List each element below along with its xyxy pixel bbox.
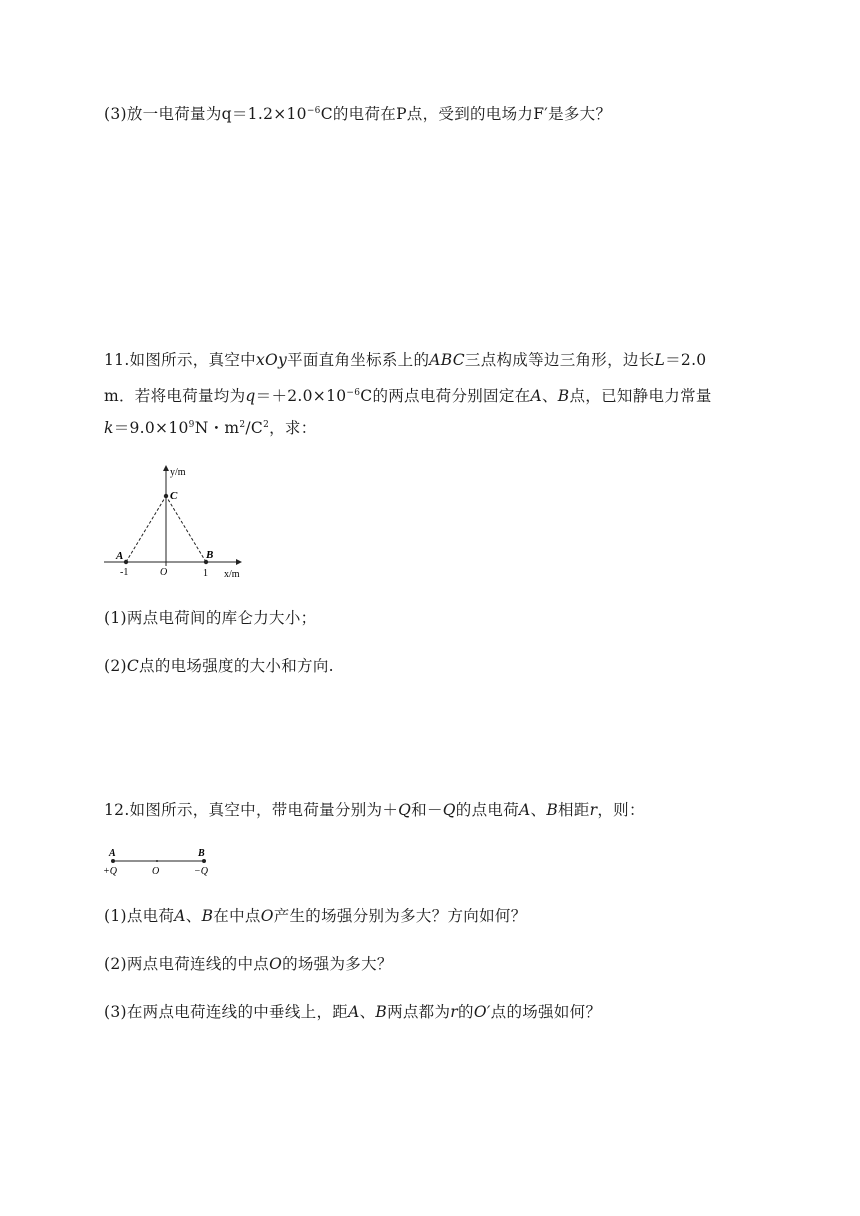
var-b: B [557, 387, 570, 405]
var-b: B [546, 801, 559, 819]
text: 的场强为多大？ [282, 955, 393, 973]
var-abc: ABC [429, 351, 465, 369]
exponent: 9 [188, 420, 195, 430]
x-axis-arrow [236, 559, 242, 565]
tick-1: 1 [203, 568, 208, 579]
label-a: A [109, 848, 116, 859]
side-ac [126, 496, 166, 562]
point-a [111, 859, 115, 863]
text: 三点构成等边三角形，边长 [464, 351, 655, 369]
side-bc [166, 496, 206, 562]
text: 点的电场强度的大小和方向. [139, 657, 334, 675]
q12-part1 [104, 906, 800, 926]
q11-figure [100, 462, 260, 586]
y-axis-label: y/m [170, 467, 186, 478]
var-a: A [519, 801, 531, 819]
text: 相距 [558, 801, 590, 819]
text: 、 [541, 387, 558, 405]
text: 12.如图所示，真空中，带电荷量分别为＋ [104, 801, 399, 819]
exponent: −6 [306, 106, 321, 116]
charge-minus-label: −Q [194, 866, 208, 877]
label-b: B [198, 848, 205, 859]
var-b: B [201, 907, 214, 925]
x-axis-label: x/m [224, 569, 240, 580]
text: C的电荷在P点，受到的电场力F′是多大？ [320, 105, 612, 123]
text: C的两点电荷分别固定在 [360, 387, 531, 405]
text: 点的场强如何？ [490, 1003, 602, 1021]
q12-part2 [104, 954, 800, 974]
var-q: q [245, 387, 256, 405]
var-b: B [375, 1003, 388, 1021]
text: (2)两点电荷连线的中点 [104, 955, 270, 973]
text: /C [245, 419, 264, 437]
text: N・m [194, 419, 240, 437]
var-q: Q [398, 801, 412, 819]
var-r: r [589, 801, 598, 819]
var-xoy: xOy [255, 351, 288, 369]
point-b [202, 859, 206, 863]
q10-part3 [104, 104, 800, 124]
q11-line3 [104, 418, 800, 438]
q11-part2 [104, 656, 800, 676]
exponent: 2 [263, 420, 270, 430]
midpoint-o [156, 860, 158, 862]
y-axis-arrow [163, 465, 169, 471]
var-a: A [174, 907, 186, 925]
point-c [164, 494, 168, 498]
text: m．若将电荷量均为 [104, 387, 246, 405]
q12-intro [104, 800, 800, 820]
exponent: 2 [239, 420, 246, 430]
text: 的 [458, 1003, 474, 1021]
exponent: −6 [346, 388, 361, 398]
text: 、 [530, 801, 547, 819]
charge-plus-label: +Q [103, 866, 117, 877]
text: 、 [359, 1003, 376, 1021]
q12-figure [100, 845, 220, 885]
text: 平面直角坐标系上的 [287, 351, 430, 369]
text: 两点都为 [387, 1003, 451, 1021]
triangle-diagram [100, 462, 260, 582]
text: 产生的场强分别为多大？方向如何？ [273, 907, 527, 925]
text: (2) [104, 657, 127, 675]
var-o: O [269, 955, 283, 973]
text: 在中点 [213, 907, 261, 925]
var-q: Q [442, 801, 456, 819]
text: 的点电荷 [455, 801, 519, 819]
point-a [124, 560, 128, 564]
text: 点，已知静电力常量 [569, 387, 712, 405]
text: 11.如图所示，真空中 [104, 351, 256, 369]
label-c: C [170, 490, 178, 502]
var-k: k [104, 419, 114, 437]
text: 、 [185, 907, 202, 925]
q12-part3 [104, 1002, 800, 1022]
var-r: r [450, 1003, 458, 1021]
text: ＝9.0×10 [113, 419, 189, 437]
var-l: L [654, 351, 666, 369]
q11-line1 [104, 350, 800, 370]
q11-part1 [104, 608, 800, 628]
label-a: A [116, 550, 124, 562]
text: 和－ [411, 801, 443, 819]
label-b: B [206, 549, 214, 561]
var-c: C [126, 657, 140, 675]
text: ＝2.0 [665, 351, 707, 369]
text: (1)两点电荷间的库仑力大小； [104, 609, 317, 627]
text: ，求： [269, 419, 317, 437]
text: ，则： [597, 801, 645, 819]
text: (3)在两点电荷连线的中垂线上，距 [104, 1003, 349, 1021]
var-o: O [260, 907, 274, 925]
origin-label: O [152, 866, 160, 877]
charges-diagram [100, 845, 220, 881]
tick-neg1: -1 [120, 567, 129, 578]
origin-label: O [160, 567, 168, 578]
var-a: A [530, 387, 542, 405]
var-a: A [348, 1003, 360, 1021]
var-o-prime: O′ [473, 1003, 491, 1021]
q11-line2 [104, 386, 800, 406]
text: ＝＋2.0×10 [255, 387, 347, 405]
text: (3)放一电荷量为q＝1.2×10 [104, 105, 307, 123]
text: (1)点电荷 [104, 907, 175, 925]
